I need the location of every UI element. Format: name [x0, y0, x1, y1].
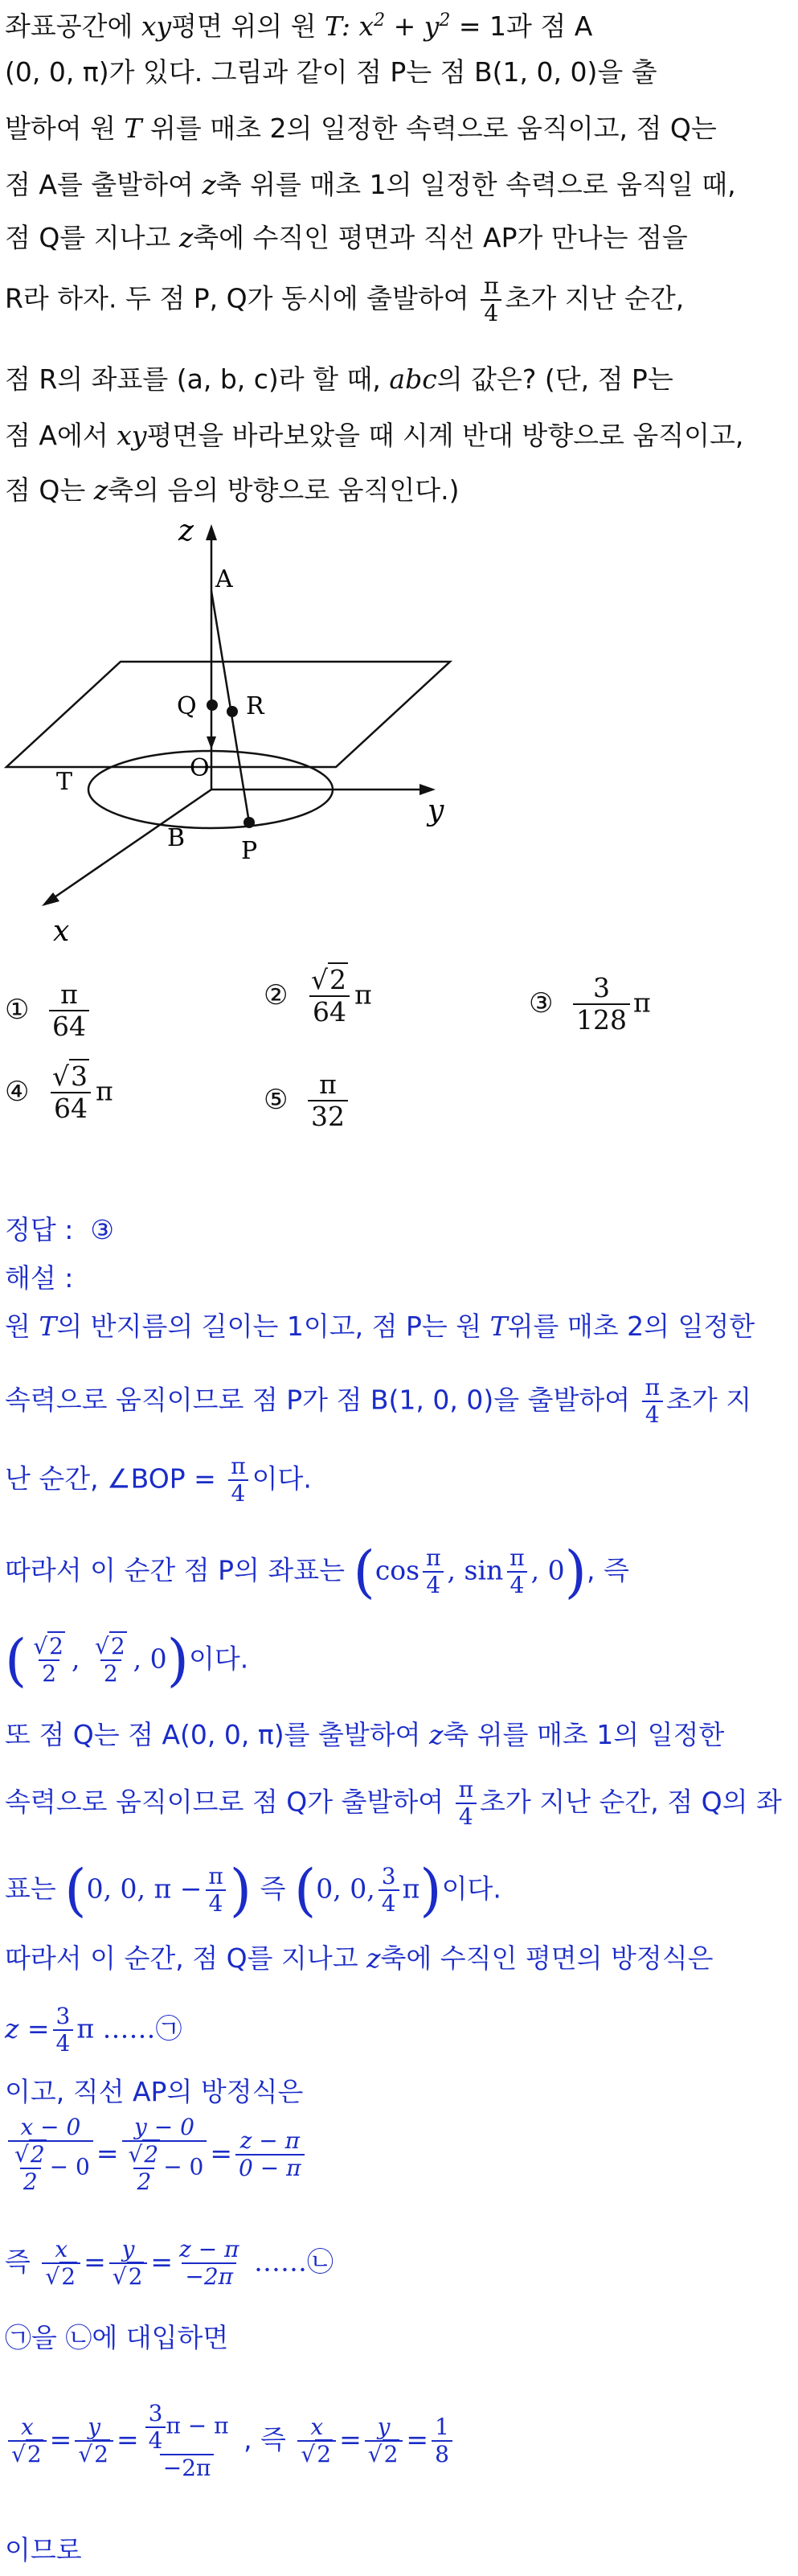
coordinate-figure	[0, 515, 482, 965]
solution-line-10: z = $\frac{3}{4}$ π ……㉠	[5, 2003, 182, 2057]
label-o: O	[190, 754, 210, 782]
equation-mark-2: ㉡	[306, 2246, 334, 2278]
solution-line-8: 표는 (0, 0, π − $\frac{\pi}{4}$ ) 즉 (0, 0, $\frac{3}{4}$ π)이다.	[5, 1857, 501, 1923]
y-axis-label: y	[428, 794, 444, 827]
problem-line-8: 점 A에서 xy평면을 바라보았을 때 시계 반대 방향으로 움직이고,	[5, 420, 744, 451]
solution-line-5: ( $\frac{√2}{2}$ , $\frac{√2}{2}$ , 0)이다.	[5, 1627, 249, 1693]
problem-line-4: 점 A를 출발하여 z축 위를 매초 1의 일정한 속력으로 움직일 때,	[5, 169, 736, 200]
solution-line-7: 속력으로 움직이므로 점 Q가 출발하여 $\frac{\pi}{4}$ 초가 지난 순간, 점 Q의 좌	[5, 1776, 782, 1830]
choice-4[interactable]: ④ $\frac{√3}{64}$ π	[5, 1060, 113, 1124]
solution-line-4: 따라서 이 순간 점 P의 좌표는 (cos $\frac{\pi}{4}$ , sin $\frac{\pi}{4}$ , 0), 즉	[5, 1539, 629, 1605]
solution-line-13: 즉 $\frac{x}{√2}$ = $\frac{y}{√2}$ = $\frac{z - \pi}{-2\pi}$ ……㉡	[5, 2236, 334, 2290]
label-a: A	[215, 565, 233, 593]
label-p: P	[241, 837, 258, 865]
problem-line-9: 점 Q는 z축의 음의 방향으로 움직인다.)	[5, 474, 460, 506]
x-axis	[50, 790, 211, 900]
answer-line: 정답 : ③	[5, 1214, 114, 1245]
problem-line-3: 발하여 원 T 위를 매초 2의 일정한 속력으로 움직이고, 점 Q는	[5, 113, 717, 144]
solution-line-15: $\frac{x}{√2}$ = $\frac{y}{√2}$ = $\frac{3}{4}$ π − π −2π , 즉 $\frac{x}{√2}$ = $\frac{y}{√2}$ = $\frac{1}{8}$	[5, 2401, 456, 2481]
point-r-dot	[227, 706, 238, 717]
label-t: T	[56, 768, 73, 796]
solution-line-12: x − 0 $\frac{√2}{2}$ − 0 = y − 0 $\frac{√2}{2}$ − 0 = $\frac{z - \pi}{0 - \pi}$	[5, 2115, 308, 2195]
z-axis-label: z	[178, 515, 194, 548]
problem-line-7: 점 R의 좌표를 (a, b, c)라 할 때, abc의 값은? (단, 점 P는	[5, 363, 673, 395]
solution-line-14: ㉠을 ㉡에 대입하면	[5, 2322, 229, 2353]
problem-line-5: 점 Q를 지나고 z축에 수직인 평면과 직선 AP가 만나는 점을	[5, 222, 688, 253]
choice-2[interactable]: ② $\frac{√2}{64}$ π	[264, 964, 372, 1028]
choice-1[interactable]: ① $\frac{\pi}{64}$	[5, 979, 92, 1042]
q-direction-arrow	[207, 736, 216, 749]
solution-line-9: 따라서 이 순간, 점 Q를 지나고 z축에 수직인 평면의 방정식은	[5, 1942, 714, 1974]
point-p-dot	[243, 817, 255, 828]
solution-line-11: 이고, 직선 AP의 방정식은	[5, 2076, 304, 2107]
explanation-label: 해설 :	[5, 1262, 74, 1294]
solution-line-6: 또 점 Q는 점 A(0, 0, π)를 출발하여 z축 위를 매초 1의 일정한	[5, 1719, 725, 1750]
solution-line-1: 원 T의 반지름의 길이는 1이고, 점 P는 원 T위를 매초 2의 일정한	[5, 1311, 755, 1342]
equation-mark-1: ㉠	[155, 2012, 182, 2045]
problem-line-6: R라 하자. 두 점 P, Q가 동시에 출발하여 $\frac{\pi}{4}$ 초가 지난 순간,	[5, 273, 685, 326]
z-axis-arrow	[206, 524, 217, 540]
answer-value: ③	[90, 1214, 114, 1245]
solution-line-16: 이므로	[5, 2534, 82, 2566]
y-axis-arrow	[419, 784, 436, 795]
x-axis-label: x	[53, 915, 70, 948]
solution-line-3: 난 순간, ∠BOP = $\frac{\pi}{4}$ 이다.	[5, 1453, 312, 1507]
label-b: B	[167, 824, 186, 852]
label-q: Q	[177, 692, 197, 720]
problem-line-2: (0, 0, π)가 있다. 그림과 같이 점 P는 점 B(1, 0, 0)을 출	[5, 56, 657, 88]
problem-line-1: 좌표공간에 xy평면 위의 원 T: $x^2 + y^2 = 1$과 점 A	[5, 10, 593, 42]
point-q-dot	[207, 699, 218, 711]
solution-line-2: 속력으로 움직이므로 점 P가 점 B(1, 0, 0)을 출발하여 $\frac{\pi}{4}$ 초가 지	[5, 1374, 752, 1428]
choice-5[interactable]: ⑤ $\frac{\pi}{32}$	[264, 1069, 351, 1132]
choice-3[interactable]: ③ $\frac{3}{128}$ π	[529, 972, 651, 1036]
label-r: R	[246, 692, 264, 720]
